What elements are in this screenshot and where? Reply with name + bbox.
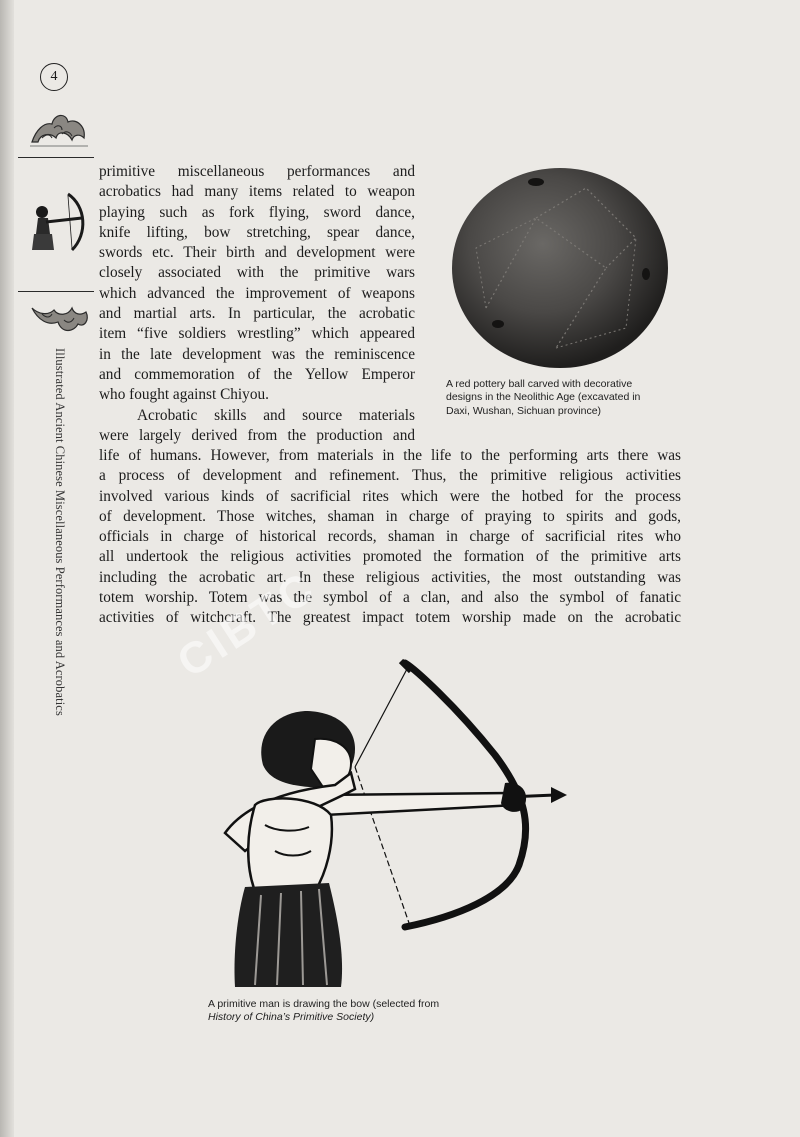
page-number: 4 — [40, 63, 68, 91]
cloud-ornament-icon — [28, 300, 92, 340]
caption-line: A red pottery ball carved with decorative — [446, 378, 633, 390]
text-line: officials in charge of historical records, shaman in charge of sacrificial rites who — [99, 528, 681, 546]
text-line: swords etc. Their birth and development were — [99, 244, 415, 262]
caption-line: A primitive man is drawing the bow (selected from — [208, 998, 440, 1010]
archer-illustration — [205, 655, 575, 991]
archer-caption — [208, 998, 568, 1025]
running-head: Illustrated Ancient Chinese Miscellaneous Performances and Acrobatics — [53, 348, 67, 716]
text-line: life of humans. However, from materials in the life to the performing arts there was — [99, 447, 681, 464]
cloud-ornament-icon — [28, 108, 90, 150]
caption-line: History of China’s Primitive Society) — [208, 1011, 375, 1024]
binding-shadow — [0, 0, 14, 1137]
text-line: item “five soldiers wrestling” which appeared — [99, 325, 415, 343]
text-line: in the late development was the reminiscence — [99, 345, 415, 363]
pottery-ball-caption — [446, 378, 686, 418]
sidebar-divider — [18, 291, 94, 292]
body-text-full — [99, 446, 681, 629]
text-line: Acrobatic skills and source materials — [137, 406, 415, 424]
watermark: CIBTC — [168, 561, 326, 688]
text-line: primitive miscellaneous performances and — [99, 163, 415, 180]
text-line: totem worship. Totem was the symbol of a clan, and also the symbol of fanatic — [99, 589, 681, 607]
text-line: who fought against Chiyou. — [99, 386, 269, 404]
sidebar-divider — [18, 157, 94, 158]
text-line: including the acrobatic art. In these religious activities, the most outstanding was — [99, 568, 681, 586]
small-archer-icon — [28, 190, 90, 254]
text-line: and martial arts. In particular, the acrobatic — [99, 305, 415, 323]
text-line: a process of development and refinement. Thus, the primitive religious activities — [99, 467, 681, 485]
text-line: acrobatics had many items related to weapon — [99, 183, 415, 201]
text-line: which advanced the improvement of weapons — [99, 284, 415, 302]
text-line: knife lifting, bow stretching, spear dance, — [99, 223, 415, 241]
caption-line: Daxi, Wushan, Sichuan province) — [446, 404, 602, 417]
caption-line: designs in the Neolithic Age (excavated in — [446, 391, 641, 404]
text-line: were largely derived from the production and — [99, 426, 415, 444]
text-line: of development. Those witches, shaman in charge of praying to spirits and gods, — [99, 507, 681, 525]
text-line: playing such as fork flying, sword dance, — [99, 203, 415, 221]
text-line: and commemoration of the Yellow Emperor — [99, 365, 415, 383]
pottery-ball-photo — [446, 158, 678, 374]
body-text-column — [99, 162, 415, 446]
text-line: all undertook the religious activities promoted the formation of the primitive arts — [99, 548, 681, 566]
text-line: closely associated with the primitive wars — [99, 264, 415, 282]
text-line: involved various kinds of sacrificial rites which were the hotbed for the process — [99, 487, 681, 505]
text-line: activities of witchcraft. The greatest impact totem worship made on the acrobatic — [99, 609, 681, 627]
